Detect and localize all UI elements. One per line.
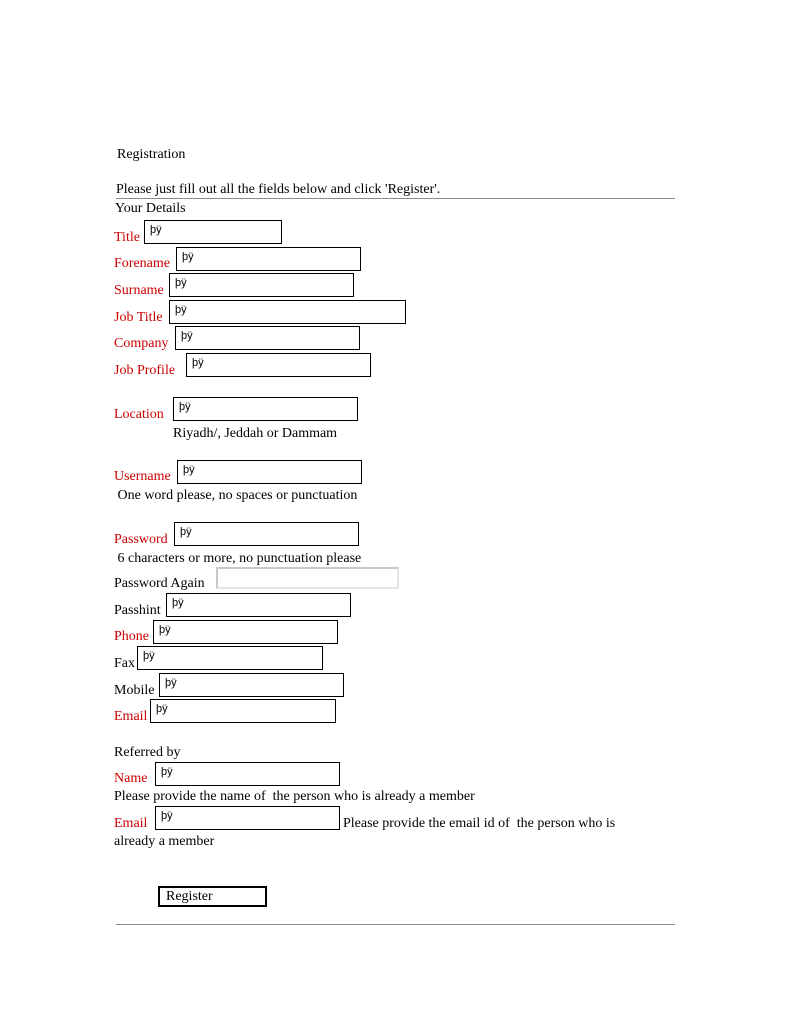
password-again-input[interactable] <box>216 567 399 589</box>
mobile-label: Mobile <box>114 683 155 698</box>
location-hint: Riyadh/, Jeddah or Dammam <box>173 426 338 441</box>
phone-label: Phone <box>114 629 149 644</box>
fax-label: Fax <box>114 656 135 671</box>
job-title-label: Job Title <box>114 310 163 325</box>
location-label: Location <box>114 407 164 422</box>
referrer-name-input-value: þÿ <box>161 766 173 778</box>
password-hint: 6 characters or more, no punctuation please <box>114 551 362 566</box>
company-label: Company <box>114 336 169 351</box>
bottom-divider <box>116 924 675 925</box>
password-label: Password <box>114 532 168 547</box>
referrer-name-input[interactable] <box>155 762 340 786</box>
referrer-email-hint: Please provide the email id of the person who is <box>343 816 616 831</box>
email-label: Email <box>114 709 148 724</box>
referrer-email-label: Email <box>114 816 148 831</box>
fax-input[interactable] <box>137 646 323 670</box>
forename-label: Forename <box>114 256 170 271</box>
passhint-label: Passhint <box>114 603 161 618</box>
username-input-value: þÿ <box>183 464 195 476</box>
mobile-input-value: þÿ <box>165 677 177 689</box>
forename-input-value: þÿ <box>182 251 194 263</box>
username-input[interactable] <box>177 460 362 484</box>
title-input[interactable] <box>144 220 282 244</box>
password-input-value: þÿ <box>180 526 192 538</box>
surname-input-value: þÿ <box>175 277 187 289</box>
email-input-value: þÿ <box>156 703 168 715</box>
username-hint: One word please, no spaces or punctuation <box>114 488 358 503</box>
phone-input-value: þÿ <box>159 624 171 636</box>
title-label: Title <box>114 230 140 245</box>
page-title: Registration <box>117 147 186 162</box>
username-label: Username <box>114 469 171 484</box>
register-button[interactable]: Register <box>158 886 267 907</box>
surname-label: Surname <box>114 283 164 298</box>
job-title-input[interactable] <box>169 300 406 324</box>
location-input[interactable] <box>173 397 358 421</box>
referrer-email-hint-continued: already a member <box>114 834 215 849</box>
company-input[interactable] <box>175 326 360 350</box>
section-title-referred-by: Referred by <box>114 745 181 760</box>
company-input-value: þÿ <box>181 330 193 342</box>
passhint-input[interactable] <box>166 593 351 617</box>
referrer-name-hint: Please provide the name of the person who is already a member <box>114 789 475 804</box>
passhint-input-value: þÿ <box>172 597 184 609</box>
job-profile-label: Job Profile <box>114 363 176 378</box>
top-divider <box>116 198 675 199</box>
email-input[interactable] <box>150 699 336 723</box>
password-again-label: Password Again <box>114 576 205 591</box>
referrer-email-input-value: þÿ <box>161 810 173 822</box>
fax-input-value: þÿ <box>143 650 155 662</box>
referrer-name-label: Name <box>114 771 148 786</box>
mobile-input[interactable] <box>159 673 344 697</box>
job-profile-input[interactable] <box>186 353 371 377</box>
phone-input[interactable] <box>153 620 338 644</box>
referrer-email-input[interactable] <box>155 806 340 830</box>
title-input-value: þÿ <box>150 224 162 236</box>
location-input-value: þÿ <box>179 401 191 413</box>
instructions-text: Please just fill out all the fields below and click 'Register'. <box>116 182 441 197</box>
forename-input[interactable] <box>176 247 361 271</box>
surname-input[interactable] <box>169 273 354 297</box>
password-input[interactable] <box>174 522 359 546</box>
job-profile-input-value: þÿ <box>192 357 204 369</box>
job-title-input-value: þÿ <box>175 304 187 316</box>
section-title-your-details: Your Details <box>115 201 186 216</box>
